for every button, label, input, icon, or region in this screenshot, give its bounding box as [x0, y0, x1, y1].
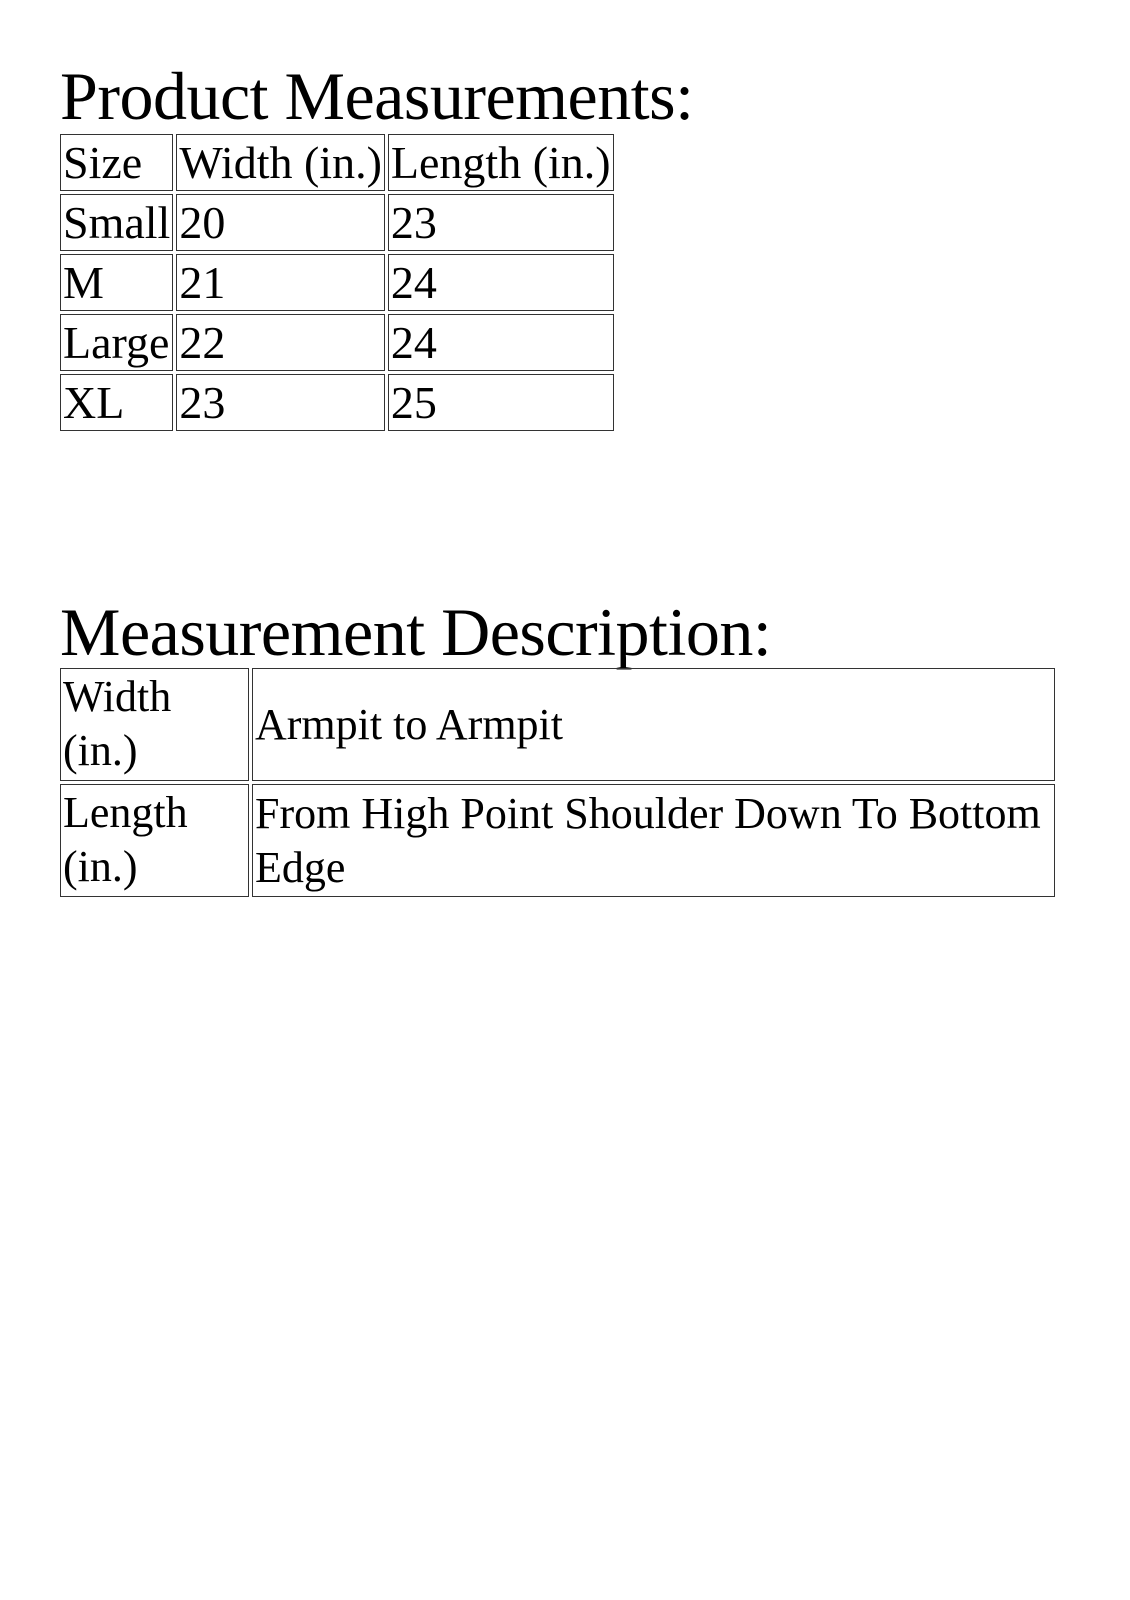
measurement-description-table: [57, 665, 1058, 900]
column-header-length: Length (in.): [388, 134, 614, 191]
width-cell: 22: [176, 314, 385, 371]
measurement-name-cell: Length (in.): [60, 784, 249, 897]
length-cell: 24: [388, 254, 614, 311]
size-measurement-table: [57, 131, 617, 434]
table-row: [60, 668, 1055, 781]
size-cell: Large: [60, 314, 173, 371]
table-row: [60, 784, 1055, 897]
table-row: [60, 194, 614, 251]
measurement-explanation-cell: Armpit to Armpit: [252, 668, 1055, 781]
product-measurements-heading: Product Measurements:: [60, 58, 694, 134]
table-row: [60, 254, 614, 311]
measurement-explanation-cell: From High Point Shoulder Down To Bottom Edge: [252, 784, 1055, 897]
length-cell: 25: [388, 374, 614, 431]
width-cell: 23: [176, 374, 385, 431]
measurement-name-cell: Width (in.): [60, 668, 249, 781]
length-cell: 23: [388, 194, 614, 251]
column-header-size: Size: [60, 134, 173, 191]
table-header-row: [60, 134, 614, 191]
width-cell: 21: [176, 254, 385, 311]
size-cell: M: [60, 254, 173, 311]
size-cell: XL: [60, 374, 173, 431]
table-row: [60, 314, 614, 371]
column-header-width: Width (in.): [176, 134, 385, 191]
size-cell: Small: [60, 194, 173, 251]
length-cell: 24: [388, 314, 614, 371]
table-row: [60, 374, 614, 431]
width-cell: 20: [176, 194, 385, 251]
measurement-description-heading: Measurement Description:: [60, 594, 772, 670]
